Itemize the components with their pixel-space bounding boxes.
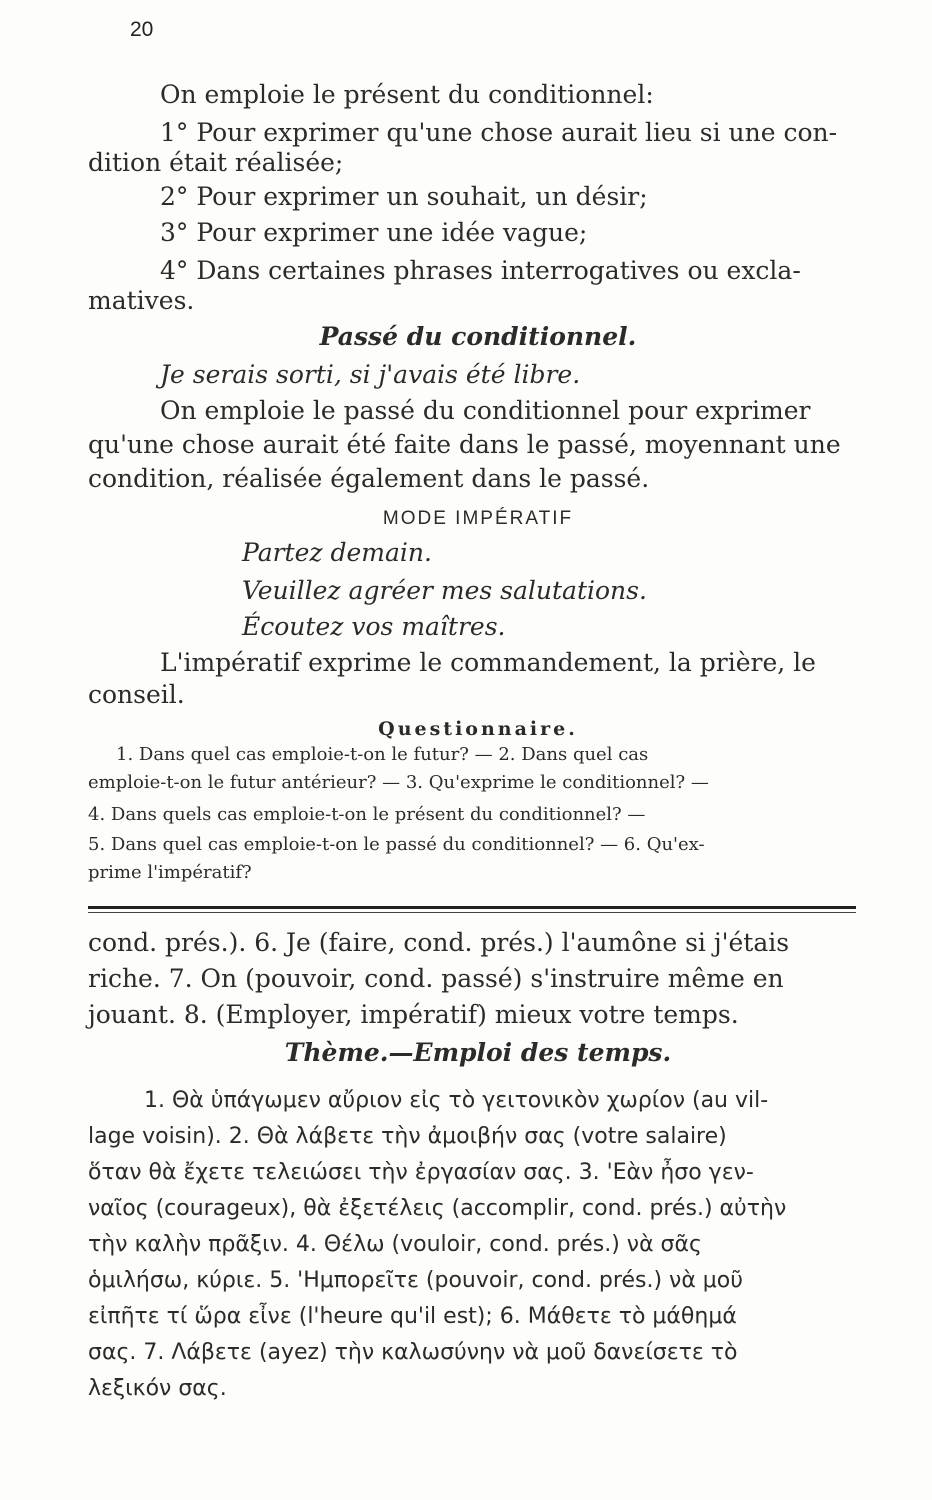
text-line: 3° Pour exprimer une idée vague; bbox=[160, 218, 588, 247]
questionnaire-heading: Questionnaire. bbox=[378, 718, 578, 740]
text-line: L'impératif exprime le commandement, la prière, le bbox=[160, 648, 816, 677]
example-sentence: Je serais sorti, si j'avais été libre. bbox=[160, 360, 581, 389]
divider-rule bbox=[88, 912, 856, 913]
question-line: 5. Dans quel cas emploie-t-on le passé du conditionnel? — 6. Qu'ex- bbox=[88, 834, 705, 855]
text-line: 4° Dans certaines phrases interrogatives ou excla- bbox=[160, 256, 801, 285]
theme-line: lage voisin). 2. Θὰ λάβετε τὴν ἀμοιβήν σας (votre salaire) bbox=[88, 1124, 727, 1149]
theme-line: τὴν καλὴν πρᾶξιν. 4. Θέλω (vouloir, cond. prés.) νὰ σᾶς bbox=[88, 1232, 702, 1257]
text-line: On emploie le présent du conditionnel: bbox=[160, 80, 654, 109]
theme-line: λεξικόν σας. bbox=[88, 1376, 227, 1401]
question-line: emploie-t-on le futur antérieur? — 3. Qu'exprime le conditionnel? — bbox=[88, 772, 709, 793]
exercise-line: jouant. 8. (Employer, impératif) mieux votre temps. bbox=[88, 1000, 739, 1029]
text-line: condition, réalisée également dans le passé. bbox=[88, 464, 650, 493]
page-number: 20 bbox=[130, 18, 154, 41]
text-line: matives. bbox=[88, 286, 195, 315]
example-sentence: Partez demain. bbox=[242, 538, 432, 567]
section-heading: MODE IMPÉRATIF bbox=[382, 508, 574, 529]
theme-line: ὅταν θὰ ἔχετε τελειώσει τὴν ἐργασίαν σας. 3. 'Εὰν ἦσο γεν- bbox=[88, 1160, 754, 1185]
text-line: conseil. bbox=[88, 680, 185, 709]
example-sentence: Veuillez agréer mes salutations. bbox=[242, 576, 647, 605]
theme-line: εἰπῆτε τί ὥρα εἶνε (l'heure qu'il est); 6. Μάθετε τὸ μάθημά bbox=[88, 1304, 737, 1329]
question-line: prime l'impératif? bbox=[88, 862, 252, 883]
theme-line: ναῖος (courageux), θὰ ἐξετέλεις (accomplir, cond. prés.) αὐτὴν bbox=[88, 1196, 787, 1221]
question-line: 4. Dans quels cas emploie-t-on le présent du conditionnel? — bbox=[88, 804, 646, 825]
text-line: qu'une chose aurait été faite dans le passé, moyennant une bbox=[88, 430, 841, 459]
section-heading: Thème.—Emploi des temps. bbox=[284, 1038, 672, 1067]
text-line: On emploie le passé du conditionnel pour exprimer bbox=[160, 396, 811, 425]
theme-line: σας. 7. Λάβετε (ayez) τὴν καλωσύνην νὰ μοῦ δανείσετε τὸ bbox=[88, 1340, 738, 1365]
text-line: dition était réalisée; bbox=[88, 148, 344, 177]
text-line: 1° Pour exprimer qu'une chose aurait lieu si une con- bbox=[160, 118, 838, 147]
theme-line: ὁμιλήσω, κύριε. 5. 'Ημπορεῖτε (pouvoir, cond. prés.) νὰ μοῦ bbox=[88, 1268, 743, 1293]
question-line: 1. Dans quel cas emploie-t-on le futur? — 2. Dans quel cas bbox=[116, 744, 649, 765]
text-line: 2° Pour exprimer un souhait, un désir; bbox=[160, 182, 648, 211]
exercise-line: riche. 7. On (pouvoir, cond. passé) s'instruire même en bbox=[88, 964, 784, 993]
divider-rule bbox=[88, 906, 856, 909]
theme-line: 1. Θὰ ὑπάγωμεν αὔριον εἰς τὸ γειτονικὸν χωρίον (au vil- bbox=[144, 1088, 769, 1113]
example-sentence: Écoutez vos maîtres. bbox=[242, 612, 506, 641]
section-heading: Passé du conditionnel. bbox=[319, 322, 637, 351]
exercise-line: cond. prés.). 6. Je (faire, cond. prés.) l'aumône si j'étais bbox=[88, 928, 790, 957]
